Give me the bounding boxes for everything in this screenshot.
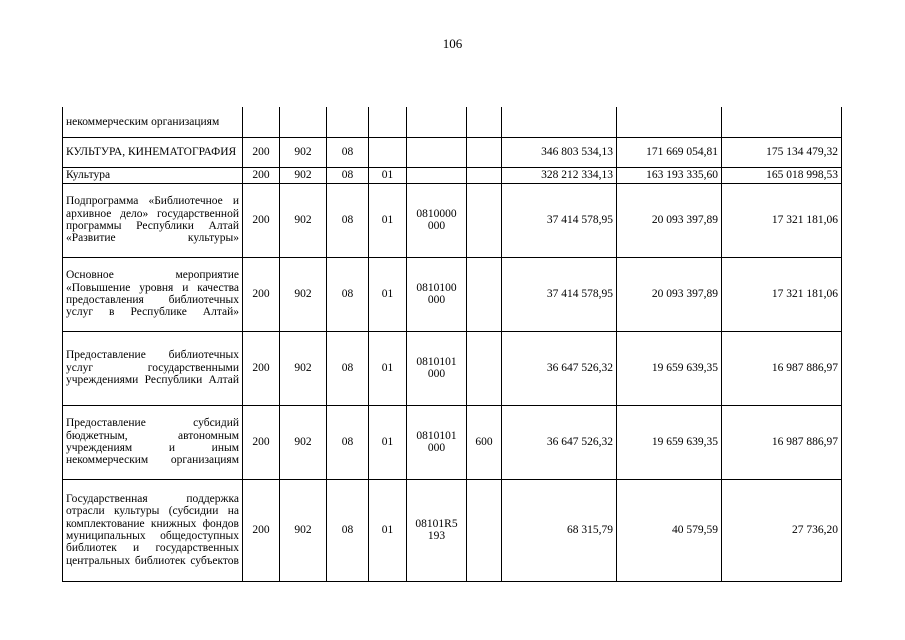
amount-total-cell [502,107,617,137]
table-row [63,405,842,479]
target-article-cell: 0810100 000 [407,257,467,331]
table-row [63,183,842,257]
page-number: 106 [442,36,463,51]
item-name-cell: Культура [63,167,243,183]
amount-total-cell: 328 212 334,13 [502,167,617,183]
target-article-cell [407,167,467,183]
item-name-cell: Предоставление субсидий бюджетным, автономным учреждениям и иным некоммерческим организациям [63,405,243,479]
amount-cell-2 [617,107,722,137]
admin-code-cell: 200 [243,331,280,405]
amount-cell-3 [722,107,842,137]
table-row [63,107,842,137]
ministry-code-cell: 01 [369,257,407,331]
subsection-code-cell: 08 [327,479,369,581]
subsection-code-cell: 08 [327,405,369,479]
target-article-cell [407,107,467,137]
amount-total-cell: 36 647 526,32 [502,331,617,405]
amount-total-cell: 346 803 534,13 [502,137,617,167]
ministry-code-cell [369,107,407,137]
section-code-cell: 902 [280,257,327,331]
section-code-cell: 902 [280,405,327,479]
admin-code-cell: 200 [243,479,280,581]
amount-cell-2: 19 659 639,35 [617,405,722,479]
table-row [63,257,842,331]
item-name-cell: КУЛЬТУРА, КИНЕМАТОГРАФИЯ [63,137,243,167]
amount-cell-2: 40 579,59 [617,479,722,581]
table-row [63,331,842,405]
expense-type-cell [467,167,502,183]
ministry-code-cell: 01 [369,405,407,479]
expense-type-cell [467,331,502,405]
amount-cell-3: 17 321 181,06 [722,183,842,257]
amount-cell-2: 20 093 397,89 [617,183,722,257]
ministry-code-cell: 01 [369,183,407,257]
subsection-code-cell: 08 [327,183,369,257]
amount-cell-3: 16 987 886,97 [722,331,842,405]
subsection-code-cell: 08 [327,137,369,167]
admin-code-cell: 200 [243,183,280,257]
expense-type-cell [467,257,502,331]
ministry-code-cell: 01 [369,479,407,581]
amount-total-cell: 68 315,79 [502,479,617,581]
table-body [63,107,842,581]
ministry-code-cell [369,137,407,167]
section-code-cell: 902 [280,183,327,257]
item-name-cell: некоммерческим организациям [63,107,243,137]
expense-type-cell [467,107,502,137]
section-code-cell: 902 [280,167,327,183]
amount-cell-2: 19 659 639,35 [617,331,722,405]
admin-code-cell: 200 [243,167,280,183]
section-code-cell [280,107,327,137]
item-name-cell: Государственная поддержка отрасли культуры (субсидии на комплектование книжных фондов муниципальных общедоступных библиотек и государственных центральных библиотек субъектов [63,479,243,581]
target-article-cell: 0810101 000 [407,331,467,405]
section-code-cell: 902 [280,479,327,581]
item-name-cell: Предоставление библиотечных услуг государственными учреждениями Республики Алтай [63,331,243,405]
amount-cell-2: 171 669 054,81 [617,137,722,167]
ministry-code-cell: 01 [369,167,407,183]
subsection-code-cell [327,107,369,137]
expense-type-cell [467,183,502,257]
item-name-cell: Подпрограмма «Библиотечное и архивное дело» государственной программы Республики Алтай «Развитие культуры» [63,183,243,257]
section-code-cell: 902 [280,137,327,167]
subsection-code-cell: 08 [327,167,369,183]
target-article-cell: 0810000 000 [407,183,467,257]
section-code-cell: 902 [280,331,327,405]
subsection-code-cell: 08 [327,331,369,405]
admin-code-cell: 200 [243,257,280,331]
amount-total-cell: 37 414 578,95 [502,257,617,331]
expense-type-cell: 600 [467,405,502,479]
target-article-cell: 0810101 000 [407,405,467,479]
subsection-code-cell: 08 [327,257,369,331]
admin-code-cell: 200 [243,405,280,479]
table-row [63,167,842,183]
item-name-cell: Основное мероприятие «Повышение уровня и качества предоставления библиотечных услуг в Республике Алтай» [63,257,243,331]
admin-code-cell: 200 [243,137,280,167]
amount-cell-2: 20 093 397,89 [617,257,722,331]
amount-total-cell: 37 414 578,95 [502,183,617,257]
amount-cell-3: 17 321 181,06 [722,257,842,331]
ministry-code-cell: 01 [369,331,407,405]
table-row [63,479,842,581]
amount-cell-3: 16 987 886,97 [722,405,842,479]
table-row [63,137,842,167]
target-article-cell: 08101R5 193 [407,479,467,581]
expense-type-cell [467,137,502,167]
amount-total-cell: 36 647 526,32 [502,405,617,479]
amount-cell-3: 27 736,20 [722,479,842,581]
amount-cell-2: 163 193 335,60 [617,167,722,183]
expense-type-cell [467,479,502,581]
amount-cell-3: 175 134 479,32 [722,137,842,167]
budget-table [62,107,842,582]
admin-code-cell [243,107,280,137]
target-article-cell [407,137,467,167]
amount-cell-3: 165 018 998,53 [722,167,842,183]
